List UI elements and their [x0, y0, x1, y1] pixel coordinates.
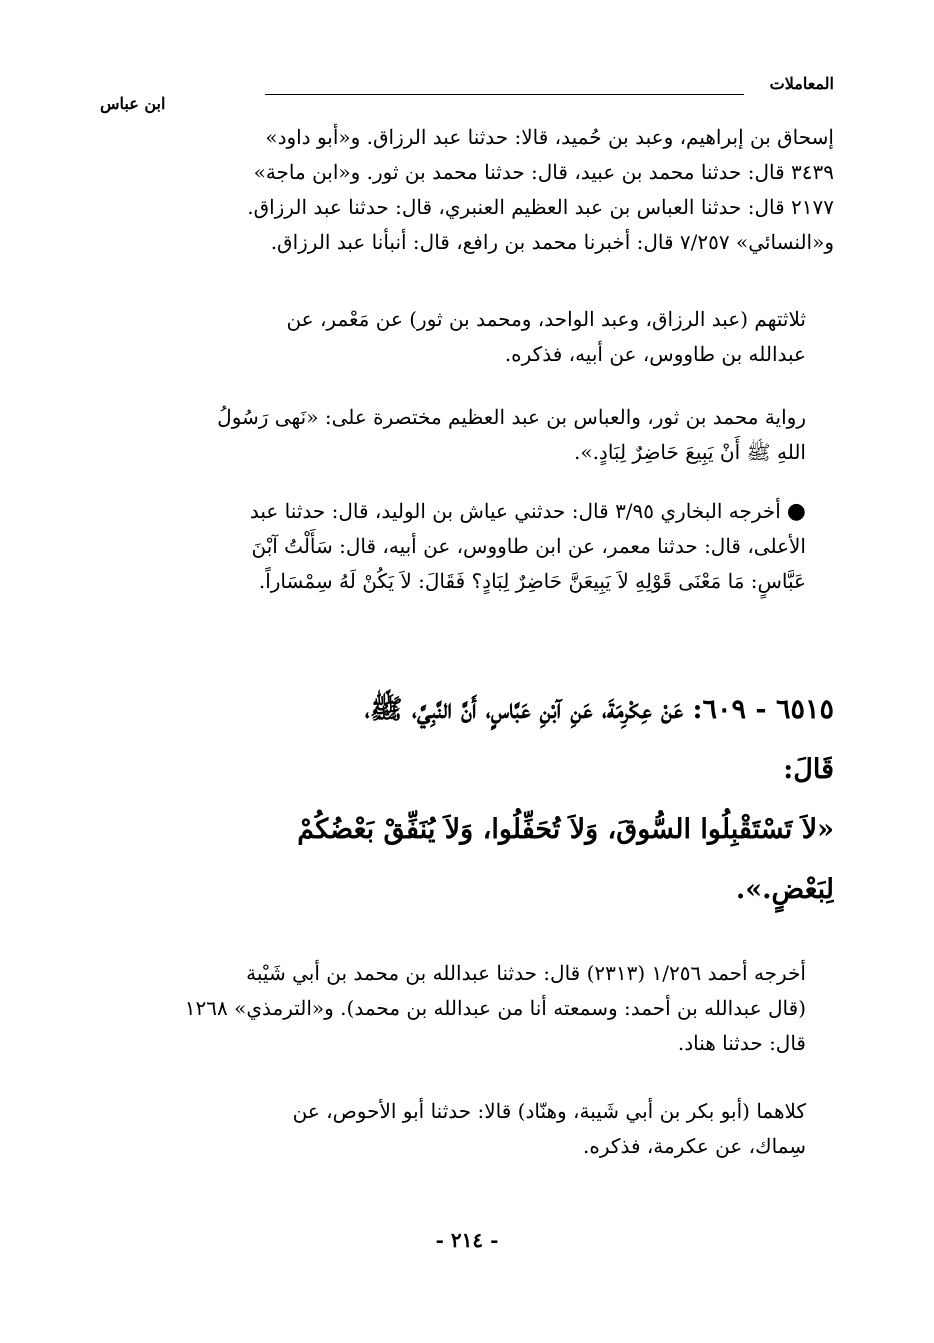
text-line: و«النسائي» ٧/٢٥٧ قال: أخبرنا محمد بن رافع، قال: أنبأنا عبد الرزاق.: [270, 230, 834, 254]
running-head: [100, 74, 834, 114]
text-line: قال: حدثنا هناد.: [677, 1031, 806, 1055]
text-line: اللهِ ﷺ أَنْ يَبِيعَ حَاضِرٌ لِبَادٍ.».: [573, 440, 806, 464]
text-line-content: أخرجه البخاري ٣/٩٥ قال: حدثني عياش بن الوليد، قال: حدثنا عبد: [249, 499, 781, 523]
paragraph-isnad-summary: [100, 302, 834, 372]
text-line: (قال عبدالله بن أحمد: وسمعته أنا من عبدالله بن محمد). و«الترمذي» ١٢٦٨: [184, 996, 806, 1020]
text-line: أخرجه أحمد ١/٢٥٦ (٢٣١٣) قال: حدثنا عبدالله بن محمد بن أبي شَيْبة: [246, 961, 806, 985]
bullet-icon: ●: [786, 499, 806, 524]
hadith-line: «لاَ تَسْتَقْبِلُوا السُّوقَ، وَلاَ تُحَفِّلُوا، وَلاَ يُنَفِّقْ بَعْضُكُمْ: [297, 814, 834, 845]
text-line: إسحاق بن إبراهيم، وعبد بن حُميد، قالا: حدثنا عبد الرزاق. و«أبو داود»: [265, 125, 834, 149]
header-rule: [265, 94, 744, 95]
text-line: رواية محمد بن ثور، والعباس بن عبد العظيم مختصرة على: «نَهى رَسُولُ: [217, 405, 806, 429]
hadith-heading: [100, 680, 834, 800]
paragraph-bukhari: [100, 494, 834, 599]
section-title: المعاملات: [769, 74, 834, 93]
chapter-title: ابن عباس: [100, 94, 166, 113]
text-line: الأعلى، قال: حدثنا معمر، عن ابن طاووس، عن أبيه، قال: سَأَلْتُ آبْنَ: [251, 534, 806, 558]
hadith-line: ٦٥١٥ - ٦٠٩: عَنْ عِكْرِمَةَ، عَنِ آبْنِ عَبَّاسٍ، أَنَّ النَّبِيَّ، ﷺ،: [364, 694, 834, 725]
text-line: عَبَّاسٍ: مَا مَعْنَى قَوْلِهِ لاَ يَبِيعَنَّ حَاضِرٌ لِبَادٍ؟ فَقَالَ: لاَ يَكُنْ لَهُ سِمْسَاراً.: [258, 569, 806, 593]
hadith-line: قَالَ:: [783, 754, 834, 785]
text-line: ثلاثتهم (عبد الرزاق، وعبد الواحد، ومحمد بن ثور) عن مَعْمر، عن: [286, 307, 806, 331]
text-line: كلاهما (أبو بكر بن أبي شَيبة، وهنّاد) قالا: حدثنا أبو الأحوص، عن: [292, 1099, 806, 1123]
paragraph-riwaya: [100, 400, 834, 470]
hadith-line: لِبَعْضٍ.».: [735, 874, 834, 905]
text-line: [100, 494, 834, 529]
hadith-matn: [100, 800, 834, 920]
page-number: - ٢١٤ -: [435, 1228, 499, 1252]
text-line: ٢١٧٧ قال: حدثنا العباس بن عبد العظيم العنبري، قال: حدثنا عبد الرزاق.: [247, 195, 834, 219]
paragraph-sources-1: [100, 120, 834, 260]
text-line: ٣٤٣٩ قال: حدثنا محمد بن عبيد، قال: حدثنا محمد بن ثور. و«ابن ماجة»: [253, 160, 834, 184]
text-line: سِماك، عن عكرمة، فذكره.: [583, 1134, 806, 1158]
paragraph-isnad-final: [100, 1094, 834, 1164]
paragraph-ahmad: [100, 956, 834, 1061]
text-line: عبدالله بن طاووس، عن أبيه، فذكره.: [504, 342, 806, 366]
